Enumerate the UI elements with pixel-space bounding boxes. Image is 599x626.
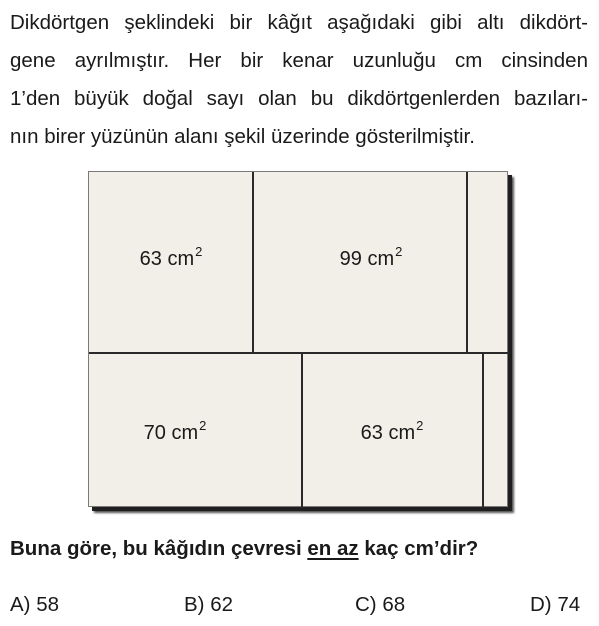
area-label-top-middle [339, 244, 403, 271]
intro-line-1: Dikdörtgen şeklindeki bir kâğıt aşağıdaki gibi altı dikdört- [10, 11, 588, 34]
option-d[interactable]: D) 74 [530, 593, 581, 616]
area-value: 63 cm [360, 422, 416, 444]
area-label-top-left [139, 244, 203, 271]
area-exponent: 2 [199, 418, 207, 433]
option-c[interactable]: C) 68 [355, 593, 406, 616]
intro-line-3: 1’den büyük doğal sayı olan bu dikdörtgenlerden bazıları- [10, 87, 588, 110]
bottom-divider-1 [301, 353, 303, 508]
question-emphasis: en az [307, 537, 359, 560]
question-after: kaç cm’dir? [358, 537, 479, 560]
area-exponent: 2 [416, 418, 424, 433]
intro-line-4: nın birer yüzünün alanı şekil üzerinde gösterilmiştir. [10, 125, 475, 148]
area-label-bottom-left [143, 418, 207, 445]
area-exponent: 2 [195, 244, 203, 259]
option-a[interactable]: A) 58 [10, 593, 59, 616]
area-value: 70 cm [143, 422, 199, 444]
option-b[interactable]: B) 62 [184, 593, 233, 616]
area-value: 63 cm [139, 248, 195, 270]
intro-line-2: gene ayrılmıştır. Her bir kenar uzunluğu cm cinsinden [10, 49, 588, 72]
area-value: 99 cm [339, 248, 395, 270]
horizontal-divider [89, 352, 509, 354]
bottom-divider-2 [482, 353, 484, 508]
top-divider-1 [252, 172, 254, 353]
question-text [10, 537, 478, 561]
question-before: Buna göre, bu kâğıdın çevresi [10, 537, 308, 560]
paper-rectangle-figure [88, 171, 508, 507]
area-label-bottom-middle [360, 418, 424, 445]
answer-options [10, 593, 590, 621]
area-exponent: 2 [395, 244, 403, 259]
top-divider-2 [466, 172, 468, 353]
problem-intro [10, 4, 588, 156]
